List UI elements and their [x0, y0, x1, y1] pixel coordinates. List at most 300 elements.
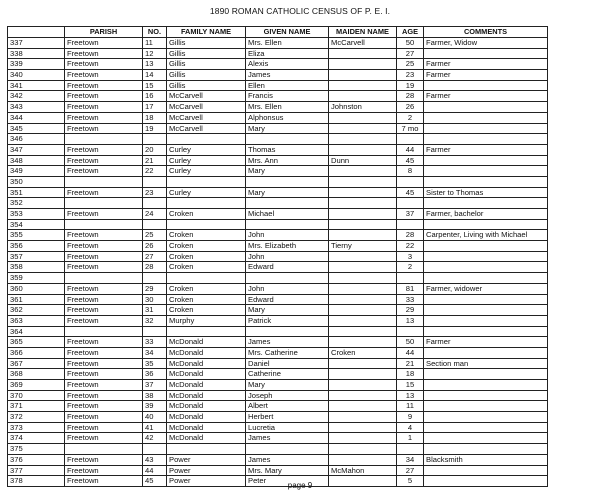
cell-line-number: 370: [8, 390, 65, 401]
cell-line-number: 354: [8, 219, 65, 230]
cell-maiden-name: [329, 412, 397, 423]
table-row: [8, 241, 548, 252]
cell-age: 23: [397, 70, 424, 81]
cell-family-name: Croken: [167, 262, 246, 273]
cell-line-number: 364: [8, 326, 65, 337]
cell-household-no: 31: [143, 305, 167, 316]
cell-comments: [424, 198, 548, 209]
cell-maiden-name: Tierny: [329, 241, 397, 252]
cell-given-name: Mary: [246, 123, 329, 134]
cell-household-no: 17: [143, 102, 167, 113]
cell-household-no: 39: [143, 401, 167, 412]
table-row: [8, 380, 548, 391]
cell-parish: Freetown: [65, 112, 143, 123]
cell-comments: Carpenter, Living with Michael: [424, 230, 548, 241]
cell-household-no: 30: [143, 294, 167, 305]
cell-comments: Section man: [424, 358, 548, 369]
cell-line-number: 374: [8, 433, 65, 444]
cell-line-number: 355: [8, 230, 65, 241]
cell-household-no: 33: [143, 337, 167, 348]
cell-comments: [424, 241, 548, 252]
cell-age: 37: [397, 209, 424, 220]
cell-family-name: [167, 326, 246, 337]
cell-line-number: 357: [8, 251, 65, 262]
cell-household-no: 38: [143, 390, 167, 401]
cell-parish: [65, 198, 143, 209]
cell-given-name: Mrs. Elizabeth: [246, 241, 329, 252]
cell-comments: [424, 305, 548, 316]
table-row: [8, 219, 548, 230]
cell-maiden-name: [329, 305, 397, 316]
cell-age: 50: [397, 337, 424, 348]
cell-comments: Blacksmith: [424, 454, 548, 465]
table-row: [8, 155, 548, 166]
cell-household-no: 28: [143, 262, 167, 273]
cell-family-name: McDonald: [167, 358, 246, 369]
cell-maiden-name: [329, 422, 397, 433]
cell-line-number: 362: [8, 305, 65, 316]
cell-maiden-name: [329, 454, 397, 465]
cell-parish: Freetown: [65, 59, 143, 70]
cell-parish: Freetown: [65, 144, 143, 155]
cell-given-name: [246, 444, 329, 455]
cell-age: 25: [397, 59, 424, 70]
cell-household-no: 26: [143, 241, 167, 252]
column-header-parish: PARISH: [65, 27, 143, 38]
cell-parish: [65, 219, 143, 230]
cell-line-number: 358: [8, 262, 65, 273]
table-row: [8, 230, 548, 241]
cell-line-number: 345: [8, 123, 65, 134]
cell-maiden-name: Dunn: [329, 155, 397, 166]
column-header-family-name: FAMILY NAME: [167, 27, 246, 38]
cell-household-no: 40: [143, 412, 167, 423]
cell-line-number: 360: [8, 283, 65, 294]
cell-household-no: 45: [143, 476, 167, 487]
cell-comments: [424, 401, 548, 412]
cell-maiden-name: [329, 390, 397, 401]
cell-household-no: 19: [143, 123, 167, 134]
cell-household-no: 29: [143, 283, 167, 294]
table-row: [8, 48, 548, 59]
cell-comments: Farmer: [424, 70, 548, 81]
cell-age: [397, 134, 424, 145]
cell-family-name: McDonald: [167, 380, 246, 391]
cell-family-name: Gillis: [167, 38, 246, 49]
table-row: [8, 412, 548, 423]
cell-age: 26: [397, 102, 424, 113]
cell-household-no: [143, 134, 167, 145]
cell-age: 44: [397, 144, 424, 155]
cell-age: 4: [397, 422, 424, 433]
cell-household-no: [143, 176, 167, 187]
cell-given-name: Mrs. Ellen: [246, 102, 329, 113]
page-number: page 9: [287, 481, 313, 490]
cell-line-number: 361: [8, 294, 65, 305]
column-header-given-name: GIVEN NAME: [246, 27, 329, 38]
cell-given-name: [246, 326, 329, 337]
cell-family-name: [167, 176, 246, 187]
cell-maiden-name: [329, 401, 397, 412]
cell-household-no: 14: [143, 70, 167, 81]
cell-maiden-name: [329, 315, 397, 326]
column-header-maiden-name: MAIDEN NAME: [329, 27, 397, 38]
table-row: [8, 166, 548, 177]
cell-household-no: [143, 198, 167, 209]
cell-maiden-name: [329, 219, 397, 230]
cell-household-no: 42: [143, 433, 167, 444]
cell-parish: Freetown: [65, 465, 143, 476]
cell-age: [397, 176, 424, 187]
cell-comments: [424, 134, 548, 145]
cell-line-number: 338: [8, 48, 65, 59]
cell-line-number: 340: [8, 70, 65, 81]
cell-comments: [424, 465, 548, 476]
cell-age: [397, 198, 424, 209]
cell-household-no: 11: [143, 38, 167, 49]
cell-age: 33: [397, 294, 424, 305]
cell-line-number: 375: [8, 444, 65, 455]
cell-household-no: [143, 273, 167, 284]
cell-comments: Sister to Thomas: [424, 187, 548, 198]
table-row: [8, 134, 548, 145]
cell-comments: Farmer: [424, 59, 548, 70]
table-row: [8, 315, 548, 326]
cell-family-name: [167, 198, 246, 209]
cell-comments: [424, 176, 548, 187]
cell-line-number: 356: [8, 241, 65, 252]
cell-household-no: 43: [143, 454, 167, 465]
cell-line-number: 373: [8, 422, 65, 433]
cell-comments: Farmer: [424, 337, 548, 348]
cell-given-name: Herbert: [246, 412, 329, 423]
cell-family-name: McDonald: [167, 412, 246, 423]
cell-family-name: Murphy: [167, 315, 246, 326]
cell-line-number: 372: [8, 412, 65, 423]
cell-given-name: Francis: [246, 91, 329, 102]
table-row: [8, 337, 548, 348]
cell-given-name: James: [246, 454, 329, 465]
column-header-comments: COMMENTS: [424, 27, 548, 38]
table-row: [8, 112, 548, 123]
cell-age: 28: [397, 91, 424, 102]
cell-given-name: Patrick: [246, 315, 329, 326]
cell-given-name: Edward: [246, 294, 329, 305]
cell-given-name: Mary: [246, 187, 329, 198]
cell-family-name: Croken: [167, 209, 246, 220]
cell-age: 13: [397, 315, 424, 326]
cell-given-name: John: [246, 251, 329, 262]
cell-given-name: John: [246, 283, 329, 294]
cell-maiden-name: [329, 80, 397, 91]
cell-given-name: Ellen: [246, 80, 329, 91]
cell-household-no: 18: [143, 112, 167, 123]
cell-household-no: 41: [143, 422, 167, 433]
cell-age: 22: [397, 241, 424, 252]
table-row: [8, 444, 548, 455]
cell-given-name: Albert: [246, 401, 329, 412]
cell-family-name: [167, 219, 246, 230]
cell-line-number: 371: [8, 401, 65, 412]
cell-line-number: 337: [8, 38, 65, 49]
cell-given-name: [246, 273, 329, 284]
cell-maiden-name: McCarvell: [329, 38, 397, 49]
cell-age: 8: [397, 166, 424, 177]
table-row: [8, 401, 548, 412]
cell-parish: Freetown: [65, 48, 143, 59]
cell-line-number: 363: [8, 315, 65, 326]
cell-family-name: Croken: [167, 230, 246, 241]
table-row: [8, 294, 548, 305]
header-row: [8, 27, 548, 38]
cell-parish: Freetown: [65, 80, 143, 91]
cell-given-name: [246, 134, 329, 145]
cell-family-name: [167, 273, 246, 284]
cell-household-no: 15: [143, 80, 167, 91]
cell-parish: Freetown: [65, 123, 143, 134]
cell-line-number: 350: [8, 176, 65, 187]
cell-age: 34: [397, 454, 424, 465]
census-table: [7, 26, 548, 487]
cell-age: 81: [397, 283, 424, 294]
cell-age: 27: [397, 465, 424, 476]
table-row: [8, 347, 548, 358]
cell-family-name: McDonald: [167, 422, 246, 433]
cell-parish: Freetown: [65, 187, 143, 198]
cell-family-name: McCarvell: [167, 112, 246, 123]
cell-given-name: Mrs. Ellen: [246, 38, 329, 49]
cell-family-name: [167, 134, 246, 145]
cell-comments: [424, 347, 548, 358]
cell-age: 28: [397, 230, 424, 241]
cell-household-no: 24: [143, 209, 167, 220]
cell-comments: Farmer, widower: [424, 283, 548, 294]
cell-parish: Freetown: [65, 401, 143, 412]
cell-age: 15: [397, 380, 424, 391]
cell-age: 13: [397, 390, 424, 401]
cell-parish: Freetown: [65, 209, 143, 220]
cell-line-number: 376: [8, 454, 65, 465]
cell-family-name: Curley: [167, 144, 246, 155]
cell-given-name: Catherine: [246, 369, 329, 380]
cell-family-name: Croken: [167, 251, 246, 262]
cell-parish: Freetown: [65, 412, 143, 423]
cell-family-name: Curley: [167, 166, 246, 177]
cell-given-name: James: [246, 70, 329, 81]
cell-parish: Freetown: [65, 166, 143, 177]
cell-age: [397, 326, 424, 337]
cell-maiden-name: [329, 444, 397, 455]
cell-age: [397, 273, 424, 284]
table-row: [8, 465, 548, 476]
cell-age: 45: [397, 187, 424, 198]
cell-maiden-name: [329, 176, 397, 187]
cell-family-name: Power: [167, 476, 246, 487]
cell-family-name: Power: [167, 454, 246, 465]
cell-maiden-name: [329, 283, 397, 294]
cell-given-name: Mrs. Mary: [246, 465, 329, 476]
cell-household-no: 25: [143, 230, 167, 241]
cell-line-number: 353: [8, 209, 65, 220]
cell-maiden-name: [329, 166, 397, 177]
cell-household-no: 27: [143, 251, 167, 262]
cell-parish: Freetown: [65, 91, 143, 102]
column-header-age: AGE: [397, 27, 424, 38]
cell-line-number: 343: [8, 102, 65, 113]
cell-maiden-name: [329, 273, 397, 284]
cell-line-number: 341: [8, 80, 65, 91]
cell-family-name: Gillis: [167, 48, 246, 59]
table-row: [8, 70, 548, 81]
cell-given-name: Eliza: [246, 48, 329, 59]
cell-comments: [424, 315, 548, 326]
cell-comments: [424, 123, 548, 134]
table-row: [8, 209, 548, 220]
cell-age: 7 mo: [397, 123, 424, 134]
cell-age: [397, 444, 424, 455]
table-row: [8, 305, 548, 316]
cell-line-number: 359: [8, 273, 65, 284]
cell-comments: [424, 102, 548, 113]
cell-comments: [424, 422, 548, 433]
cell-maiden-name: [329, 112, 397, 123]
cell-given-name: Alphonsus: [246, 112, 329, 123]
cell-maiden-name: [329, 134, 397, 145]
table-row: [8, 369, 548, 380]
column-header-no: NO.: [143, 27, 167, 38]
cell-maiden-name: [329, 70, 397, 81]
cell-comments: Farmer: [424, 144, 548, 155]
cell-parish: Freetown: [65, 476, 143, 487]
cell-parish: Freetown: [65, 70, 143, 81]
table-row: [8, 80, 548, 91]
cell-parish: Freetown: [65, 380, 143, 391]
cell-given-name: Joseph: [246, 390, 329, 401]
cell-family-name: Gillis: [167, 70, 246, 81]
table-row: [8, 390, 548, 401]
cell-comments: Farmer, bachelor: [424, 209, 548, 220]
cell-parish: Freetown: [65, 294, 143, 305]
table-row: [8, 198, 548, 209]
cell-line-number: 349: [8, 166, 65, 177]
cell-line-number: 367: [8, 358, 65, 369]
table-row: [8, 433, 548, 444]
cell-line-number: 348: [8, 155, 65, 166]
cell-household-no: 44: [143, 465, 167, 476]
cell-household-no: 20: [143, 144, 167, 155]
cell-parish: Freetown: [65, 305, 143, 316]
table-row: [8, 273, 548, 284]
cell-age: 11: [397, 401, 424, 412]
cell-household-no: [143, 444, 167, 455]
cell-line-number: 342: [8, 91, 65, 102]
cell-household-no: [143, 326, 167, 337]
cell-given-name: Mary: [246, 380, 329, 391]
cell-maiden-name: [329, 337, 397, 348]
cell-parish: Freetown: [65, 369, 143, 380]
cell-family-name: Gillis: [167, 59, 246, 70]
cell-household-no: [143, 219, 167, 230]
cell-maiden-name: [329, 326, 397, 337]
cell-line-number: 346: [8, 134, 65, 145]
cell-comments: [424, 444, 548, 455]
cell-family-name: Croken: [167, 305, 246, 316]
cell-given-name: Mrs. Catherine: [246, 347, 329, 358]
document-title: 1890 ROMAN CATHOLIC CENSUS OF P. E. I.: [209, 6, 391, 16]
cell-household-no: 32: [143, 315, 167, 326]
cell-parish: [65, 176, 143, 187]
cell-household-no: 35: [143, 358, 167, 369]
cell-line-number: 347: [8, 144, 65, 155]
table-row: [8, 176, 548, 187]
table-row: [8, 358, 548, 369]
cell-maiden-name: [329, 91, 397, 102]
cell-age: 19: [397, 80, 424, 91]
cell-comments: Farmer: [424, 91, 548, 102]
cell-maiden-name: [329, 251, 397, 262]
cell-parish: Freetown: [65, 230, 143, 241]
cell-maiden-name: Croken: [329, 347, 397, 358]
cell-parish: [65, 444, 143, 455]
cell-parish: [65, 134, 143, 145]
cell-family-name: McCarvell: [167, 123, 246, 134]
cell-maiden-name: [329, 230, 397, 241]
cell-maiden-name: [329, 187, 397, 198]
cell-given-name: Mary: [246, 305, 329, 316]
cell-family-name: Curley: [167, 187, 246, 198]
cell-family-name: McDonald: [167, 337, 246, 348]
cell-comments: [424, 166, 548, 177]
cell-age: 1: [397, 433, 424, 444]
cell-household-no: 22: [143, 166, 167, 177]
cell-maiden-name: [329, 209, 397, 220]
cell-family-name: Croken: [167, 283, 246, 294]
cell-comments: [424, 262, 548, 273]
cell-family-name: McDonald: [167, 390, 246, 401]
table-row: [8, 262, 548, 273]
cell-household-no: 21: [143, 155, 167, 166]
cell-family-name: McCarvell: [167, 91, 246, 102]
cell-age: 50: [397, 38, 424, 49]
cell-comments: [424, 412, 548, 423]
cell-given-name: James: [246, 337, 329, 348]
cell-comments: [424, 80, 548, 91]
cell-comments: [424, 369, 548, 380]
cell-given-name: [246, 176, 329, 187]
cell-household-no: 23: [143, 187, 167, 198]
cell-maiden-name: [329, 433, 397, 444]
cell-age: 9: [397, 412, 424, 423]
cell-parish: Freetown: [65, 241, 143, 252]
cell-age: 5: [397, 476, 424, 487]
cell-family-name: Curley: [167, 155, 246, 166]
cell-line-number: 377: [8, 465, 65, 476]
cell-family-name: Power: [167, 465, 246, 476]
cell-maiden-name: [329, 198, 397, 209]
cell-family-name: Croken: [167, 241, 246, 252]
cell-age: [397, 219, 424, 230]
cell-age: 45: [397, 155, 424, 166]
cell-comments: [424, 112, 548, 123]
cell-parish: Freetown: [65, 38, 143, 49]
cell-household-no: 12: [143, 48, 167, 59]
cell-given-name: Thomas: [246, 144, 329, 155]
table-row: [8, 422, 548, 433]
cell-family-name: McDonald: [167, 347, 246, 358]
table-row: [8, 454, 548, 465]
census-table-body: [8, 38, 548, 487]
cell-maiden-name: [329, 294, 397, 305]
